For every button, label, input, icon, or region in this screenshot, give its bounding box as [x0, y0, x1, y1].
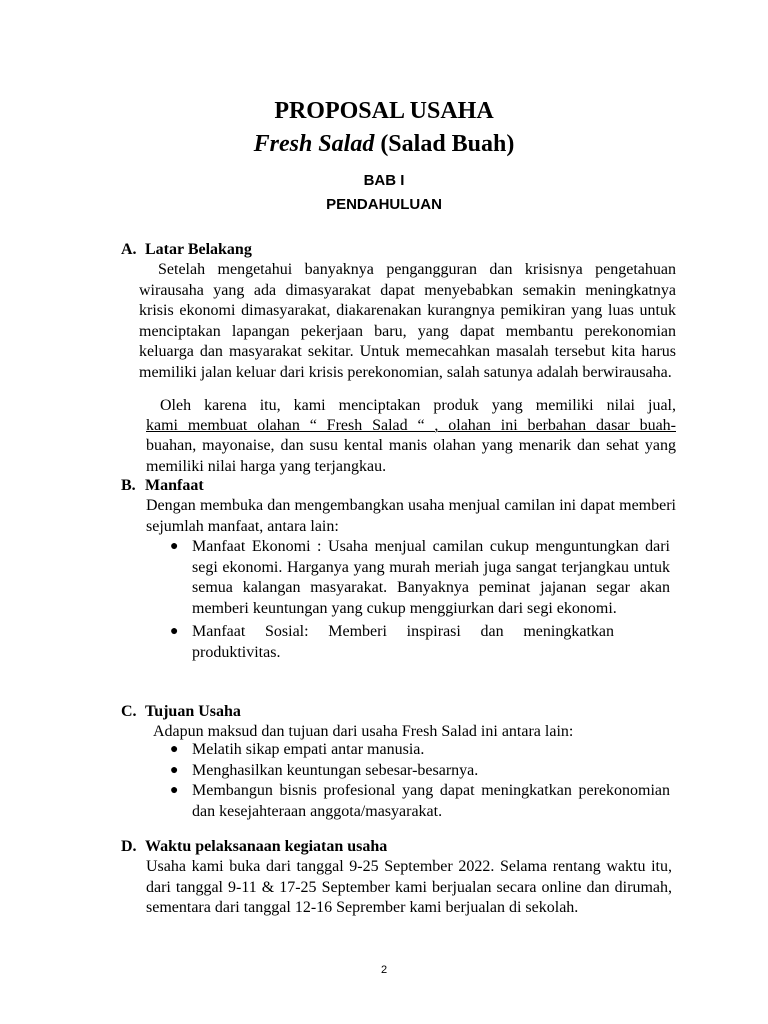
- bullet-text: Manfaat Sosial: Memberi inspirasi dan meningkatkan produktivitas.: [192, 623, 614, 661]
- document-title: PROPOSAL USAHA: [274, 98, 494, 124]
- underlined-text: kami membuat olahan “ Fresh Salad “ , olahan ini berbahan dasar buah-: [146, 417, 676, 434]
- section-a-letter: A.: [121, 241, 137, 258]
- page-number: 2: [380, 964, 388, 976]
- bullet-text: Manfaat Ekonomi : Usaha menjual camilan cukup menguntungkan dari segi ekonomi. Harganya yang murah meriah juga sangat terjangkau untuk semua kalangan masyarakat. Banyaknya peminat jajanan segar akan memberi keuntungan yang cukup menggiurkan dari segi ekonomi.: [192, 538, 670, 617]
- section-b-title: Manfaat: [145, 477, 204, 494]
- section-a-paragraph-2-underlined-line: [146, 416, 676, 437]
- bullet-icon: ●: [170, 742, 179, 757]
- chapter-name: PENDAHULUAN: [326, 196, 442, 213]
- section-c-title: Tujuan Usaha: [145, 703, 241, 720]
- section-c-intro: Adapun maksud dan tujuan dari usaha Fresh Salad ini antara lain:: [153, 723, 574, 740]
- section-b-intro: Dengan membuka dan mengembangkan usaha menjual camilan ini dapat memberi sejumlah manfaat, antara lain:: [146, 497, 676, 535]
- section-d-heading: [121, 837, 387, 857]
- section-a-heading: [121, 240, 252, 260]
- section-b-heading: [121, 476, 204, 496]
- section-a-paragraph-2-first-line: Oleh karena itu, kami menciptakan produk yang memiliki nilai jual,: [160, 397, 676, 414]
- bullet-text: Melatih sikap empati antar manusia.: [192, 741, 425, 758]
- section-d-letter: D.: [121, 838, 137, 855]
- document-subtitle: [0, 129, 768, 159]
- section-c-letter: C.: [121, 703, 137, 720]
- bullet-icon: ●: [170, 539, 179, 554]
- section-c-bullet-list: [166, 740, 670, 822]
- section-b-letter: B.: [121, 477, 136, 494]
- bullet-text: Menghasilkan keuntungan sebesar-besarnya.: [192, 761, 479, 779]
- list-item: [166, 761, 670, 782]
- section-b-bullet-list: [166, 537, 670, 663]
- bullet-text: Membangun bisnis profesional yang dapat meningkatkan perekonomian dan kesejahteraan anggota/masyarakat.: [192, 782, 670, 820]
- product-description: (Salad Buah): [374, 131, 515, 157]
- list-item: [166, 781, 670, 822]
- list-item: [166, 622, 670, 663]
- section-c-heading: [121, 702, 241, 722]
- section-d-title: Waktu pelaksanaan kegiatan usaha: [145, 838, 388, 855]
- section-d-body: Usaha kami buka dari tanggal 9-25 September 2022. Selama rentang waktu itu, dari tanggal 9-11 & 17-25 September kami berjualan secara online dan dirumah, sementara dari tanggal 12-16 Seprember kami berjualan di sekolah.: [146, 858, 672, 916]
- section-a-paragraph-2-rest: buahan, mayonaise, dan susu kental manis olahan yang menarik dan sehat yang memiliki nilai harga yang terjangkau.: [146, 437, 676, 475]
- product-name: Fresh Salad: [253, 131, 375, 157]
- bullet-icon: ●: [170, 783, 179, 798]
- list-item: [166, 537, 670, 619]
- bullet-icon: ●: [170, 624, 179, 639]
- list-item: [166, 740, 670, 761]
- section-a-paragraph-1: Setelah mengetahui banyaknya pengangguran dan krisisnya pengetahuan wirausaha yang ada dimasyarakat dapat menyebabkan semakin meningkatnya krisis ekonomi dimasyarakat, diakarenakan kurangnya pemikiran yang luas untuk menciptakan lapangan pekerjaan baru, yang dapat membantu perekonomian keluarga dan masyarakat sekitar. Untuk memecahkan masalah tersebut kita harus memiliki jalan keluar dari krisis perekonomian, salah satunya adalah berwirausaha.: [139, 261, 676, 381]
- section-a-title: Latar Belakang: [145, 241, 252, 258]
- chapter-number: BAB I: [363, 172, 405, 189]
- bullet-icon: ●: [170, 762, 179, 778]
